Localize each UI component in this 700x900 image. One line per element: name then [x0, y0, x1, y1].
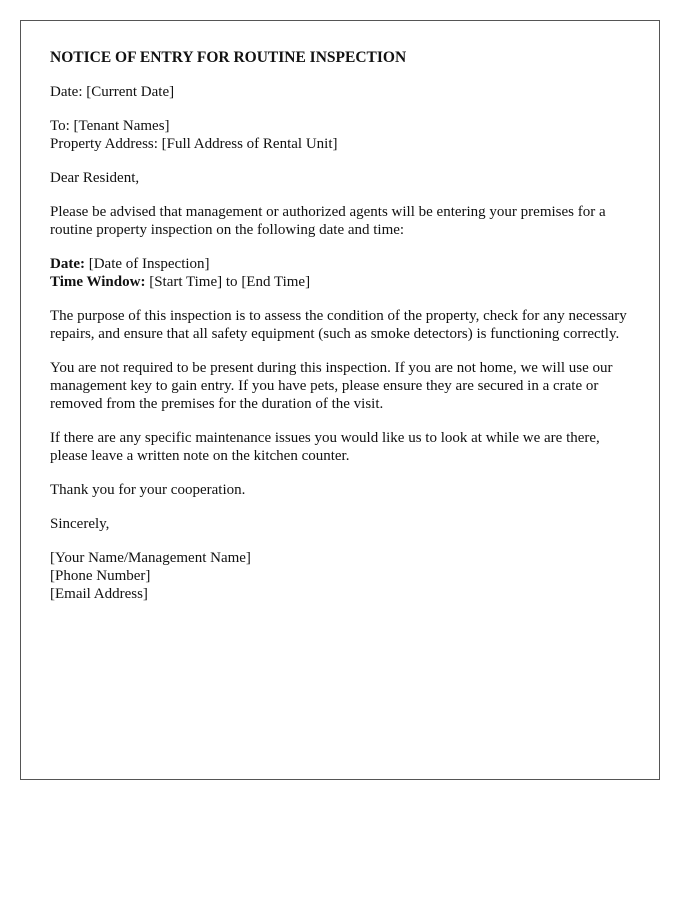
notice-title: NOTICE OF ENTRY FOR ROUTINE INSPECTION	[50, 49, 407, 66]
letter-content	[50, 49, 640, 619]
intro-paragraph: Please be advised that management or authorized agents will be entering your premises for a routine property inspection on the following date and time:	[50, 204, 606, 238]
closing-line: Sincerely,	[50, 516, 110, 532]
time-window-line	[50, 273, 640, 291]
time-window-label: Time Window:	[50, 274, 146, 290]
signature-block	[50, 549, 640, 603]
inspection-date-line	[50, 255, 640, 273]
purpose-paragraph: The purpose of this inspection is to assess the condition of the property, check for any necessary repairs, and ensure that all safety equipment (such as smoke detectors) is functioning correctly.	[50, 308, 627, 342]
date-line: Date: [Current Date]	[50, 84, 175, 100]
letter-page	[20, 20, 660, 780]
to-word: to	[225, 274, 238, 290]
inspection-date-label: Date:	[50, 256, 85, 272]
signature-phone: [Phone Number]	[50, 568, 151, 584]
presence-paragraph: You are not required to be present during this inspection. If you are not home, we will use our management key to gain entry. If you have pets, please ensure they are secured in a crate or removed from the premises for the duration of the visit.	[50, 360, 613, 412]
inspection-details	[50, 255, 640, 291]
signature-name: [Your Name/Management Name]	[50, 550, 251, 566]
inspection-date-value: [Date of Inspection]	[88, 256, 210, 272]
signature-email: [Email Address]	[50, 586, 148, 602]
maintenance-paragraph: If there are any specific maintenance issues you would like us to look at while we are there, please leave a written note on the kitchen counter.	[50, 430, 600, 464]
property-address-line: Property Address: [Full Address of Rental Unit]	[50, 136, 338, 152]
recipient-block	[50, 117, 640, 153]
to-line: To: [Tenant Names]	[50, 118, 170, 134]
greeting: Dear Resident,	[50, 170, 140, 186]
thanks-line: Thank you for your cooperation.	[50, 482, 246, 498]
start-time: [Start Time]	[149, 274, 223, 290]
end-time: [End Time]	[241, 274, 311, 290]
